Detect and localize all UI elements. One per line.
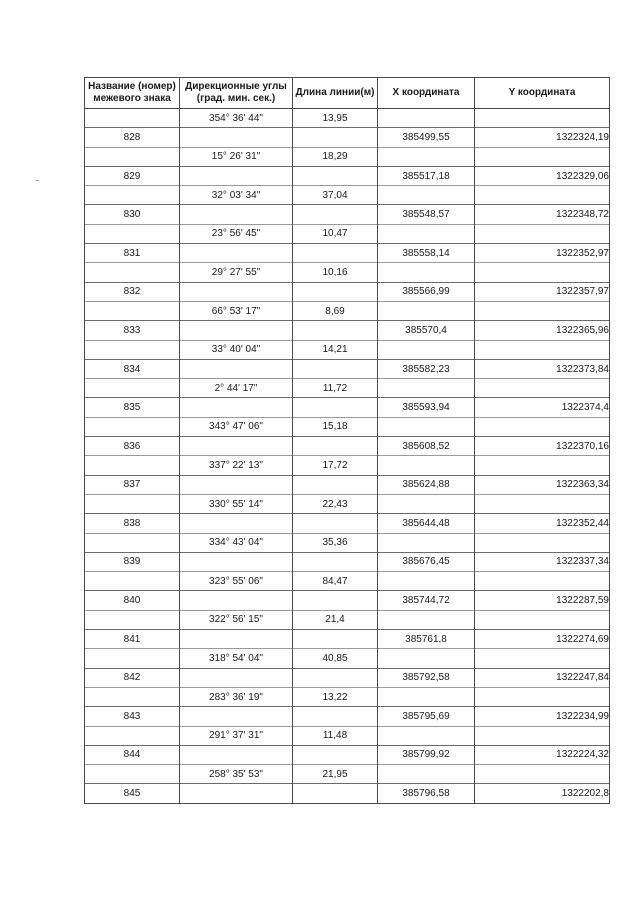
marker-row — [85, 282, 610, 301]
line-length-cell: 14,21 — [293, 340, 378, 359]
marker-name-cell — [85, 186, 180, 205]
marker-name-cell: 829 — [85, 166, 180, 185]
y-coordinate-cell: 1322337,34 — [475, 552, 610, 571]
x-coordinate-cell: 385548,57 — [378, 205, 475, 224]
directional-angle-cell: 330° 55' 14" — [180, 494, 293, 513]
directional-angle-cell — [180, 321, 293, 340]
segment-row — [85, 494, 610, 513]
marker-name-cell: 832 — [85, 282, 180, 301]
segment-row — [85, 456, 610, 475]
marker-name-cell: 841 — [85, 630, 180, 649]
x-coordinate-cell: 385593,94 — [378, 398, 475, 417]
marker-name-cell: 844 — [85, 745, 180, 764]
y-coordinate-cell: 1322352,44 — [475, 514, 610, 533]
marker-name-cell: 843 — [85, 707, 180, 726]
directional-angle-cell: 33° 40' 04" — [180, 340, 293, 359]
x-coordinate-cell: 385624,88 — [378, 475, 475, 494]
marker-name-cell: 840 — [85, 591, 180, 610]
segment-row — [85, 687, 610, 706]
marker-name-cell: 831 — [85, 244, 180, 263]
segment-row — [85, 765, 610, 784]
marker-row — [85, 166, 610, 185]
segment-row — [85, 379, 610, 398]
x-coordinate-cell — [378, 649, 475, 668]
marker-name-cell — [85, 109, 180, 128]
y-coordinate-cell — [475, 301, 610, 320]
directional-angle-cell: 29° 27' 55" — [180, 263, 293, 282]
marker-name-cell: 839 — [85, 552, 180, 571]
marker-row — [85, 128, 610, 147]
marker-name-cell — [85, 301, 180, 320]
marker-name-cell: 833 — [85, 321, 180, 340]
line-length-cell: 13,22 — [293, 687, 378, 706]
x-coordinate-cell — [378, 687, 475, 706]
marker-name-cell — [85, 147, 180, 166]
y-coordinate-cell: 1322224,32 — [475, 745, 610, 764]
x-coordinate-cell: 385517,18 — [378, 166, 475, 185]
marker-name-cell — [85, 340, 180, 359]
line-length-cell — [293, 514, 378, 533]
x-coordinate-cell: 385799,92 — [378, 745, 475, 764]
directional-angle-cell: 354° 36' 44" — [180, 109, 293, 128]
header-marker-name: Название (номер) межевого знака — [85, 78, 180, 109]
y-coordinate-cell — [475, 263, 610, 282]
line-length-cell — [293, 398, 378, 417]
y-coordinate-cell: 1322348,72 — [475, 205, 610, 224]
x-coordinate-cell: 385608,52 — [378, 437, 475, 456]
y-coordinate-cell: 1322370,16 — [475, 437, 610, 456]
directional-angle-cell — [180, 398, 293, 417]
y-coordinate-cell: 1322324,19 — [475, 128, 610, 147]
marker-row — [85, 398, 610, 417]
x-coordinate-cell: 385792,58 — [378, 668, 475, 687]
x-coordinate-cell — [378, 494, 475, 513]
x-coordinate-cell: 385795,69 — [378, 707, 475, 726]
table-body — [85, 109, 610, 804]
line-length-cell: 35,36 — [293, 533, 378, 552]
directional-angle-cell: 283° 36' 19" — [180, 687, 293, 706]
directional-angle-cell — [180, 359, 293, 378]
directional-angle-cell — [180, 244, 293, 263]
y-coordinate-cell: 1322202,8 — [475, 784, 610, 803]
line-length-cell — [293, 321, 378, 340]
directional-angle-cell — [180, 437, 293, 456]
y-coordinate-cell — [475, 417, 610, 436]
directional-angle-cell: 323° 55' 06" — [180, 572, 293, 591]
marker-name-cell — [85, 494, 180, 513]
y-coordinate-cell: 1322365,96 — [475, 321, 610, 340]
directional-angle-cell — [180, 552, 293, 571]
line-length-cell: 22,43 — [293, 494, 378, 513]
directional-angle-cell — [180, 128, 293, 147]
marker-name-cell — [85, 649, 180, 668]
x-coordinate-cell — [378, 147, 475, 166]
stray-scan-mark — [36, 180, 39, 181]
marker-row — [85, 437, 610, 456]
marker-name-cell — [85, 417, 180, 436]
directional-angle-cell — [180, 282, 293, 301]
x-coordinate-cell — [378, 726, 475, 745]
marker-name-cell: 834 — [85, 359, 180, 378]
marker-name-cell — [85, 533, 180, 552]
directional-angle-cell — [180, 205, 293, 224]
directional-angle-cell: 334° 43' 04" — [180, 533, 293, 552]
x-coordinate-cell — [378, 572, 475, 591]
directional-angle-cell: 2° 44' 17" — [180, 379, 293, 398]
y-coordinate-cell — [475, 726, 610, 745]
y-coordinate-cell — [475, 687, 610, 706]
x-coordinate-cell — [378, 765, 475, 784]
marker-row — [85, 784, 610, 803]
x-coordinate-cell: 385566,99 — [378, 282, 475, 301]
x-coordinate-cell — [378, 340, 475, 359]
line-length-cell — [293, 745, 378, 764]
x-coordinate-cell: 385570,4 — [378, 321, 475, 340]
segment-row — [85, 263, 610, 282]
line-length-cell — [293, 784, 378, 803]
marker-row — [85, 591, 610, 610]
y-coordinate-cell: 1322247,84 — [475, 668, 610, 687]
line-length-cell — [293, 282, 378, 301]
segment-row — [85, 301, 610, 320]
line-length-cell: 21,4 — [293, 610, 378, 629]
directional-angle-cell — [180, 707, 293, 726]
marker-name-cell — [85, 379, 180, 398]
line-length-cell — [293, 205, 378, 224]
directional-angle-cell: 343° 47' 06" — [180, 417, 293, 436]
y-coordinate-cell — [475, 610, 610, 629]
marker-name-cell: 836 — [85, 437, 180, 456]
line-length-cell — [293, 707, 378, 726]
directional-angle-cell: 66° 53' 17" — [180, 301, 293, 320]
marker-row — [85, 630, 610, 649]
y-coordinate-cell — [475, 340, 610, 359]
directional-angle-cell — [180, 514, 293, 533]
y-coordinate-cell: 1322363,34 — [475, 475, 610, 494]
marker-row — [85, 745, 610, 764]
directional-angle-cell: 258° 35' 53" — [180, 765, 293, 784]
x-coordinate-cell: 385744,72 — [378, 591, 475, 610]
x-coordinate-cell — [378, 186, 475, 205]
y-coordinate-cell — [475, 186, 610, 205]
segment-row — [85, 726, 610, 745]
directional-angle-cell: 291° 37' 31" — [180, 726, 293, 745]
segment-row — [85, 186, 610, 205]
marker-name-cell: 838 — [85, 514, 180, 533]
marker-name-cell — [85, 687, 180, 706]
line-length-cell — [293, 128, 378, 147]
marker-row — [85, 205, 610, 224]
marker-row — [85, 707, 610, 726]
line-length-cell: 40,85 — [293, 649, 378, 668]
segment-row — [85, 147, 610, 166]
segment-row — [85, 340, 610, 359]
marker-name-cell: 830 — [85, 205, 180, 224]
x-coordinate-cell — [378, 456, 475, 475]
header-directional-angle: Дирекционные углы (град. мин. сек.) — [180, 78, 293, 109]
marker-name-cell — [85, 224, 180, 243]
directional-angle-cell — [180, 668, 293, 687]
y-coordinate-cell: 1322234,99 — [475, 707, 610, 726]
segment-row — [85, 649, 610, 668]
directional-angle-cell: 23° 56' 45" — [180, 224, 293, 243]
x-coordinate-cell — [378, 610, 475, 629]
directional-angle-cell: 318° 54' 04" — [180, 649, 293, 668]
y-coordinate-cell — [475, 494, 610, 513]
line-length-cell: 10,47 — [293, 224, 378, 243]
x-coordinate-cell: 385582,23 — [378, 359, 475, 378]
y-coordinate-cell — [475, 109, 610, 128]
line-length-cell — [293, 668, 378, 687]
table-header-row — [85, 78, 610, 109]
x-coordinate-cell: 385644,48 — [378, 514, 475, 533]
header-line-length: Длина линии(м) — [293, 78, 378, 109]
line-length-cell: 10,16 — [293, 263, 378, 282]
segment-row — [85, 533, 610, 552]
directional-angle-cell: 15° 26' 31" — [180, 147, 293, 166]
y-coordinate-cell: 1322287,59 — [475, 591, 610, 610]
line-length-cell — [293, 630, 378, 649]
segment-row — [85, 572, 610, 591]
y-coordinate-cell: 1322352,97 — [475, 244, 610, 263]
y-coordinate-cell — [475, 649, 610, 668]
x-coordinate-cell — [378, 224, 475, 243]
marker-name-cell — [85, 456, 180, 475]
x-coordinate-cell — [378, 109, 475, 128]
directional-angle-cell — [180, 745, 293, 764]
x-coordinate-cell — [378, 533, 475, 552]
line-length-cell: 37,04 — [293, 186, 378, 205]
marker-name-cell: 842 — [85, 668, 180, 687]
marker-name-cell: 837 — [85, 475, 180, 494]
directional-angle-cell — [180, 630, 293, 649]
boundary-coordinates-table — [84, 77, 610, 804]
marker-name-cell: 828 — [85, 128, 180, 147]
line-length-cell: 11,72 — [293, 379, 378, 398]
marker-row — [85, 514, 610, 533]
directional-angle-cell: 337° 22' 13" — [180, 456, 293, 475]
marker-name-cell — [85, 765, 180, 784]
segment-row — [85, 417, 610, 436]
marker-name-cell — [85, 572, 180, 591]
line-length-cell: 11,48 — [293, 726, 378, 745]
y-coordinate-cell — [475, 765, 610, 784]
header-x-coordinate: X координата — [378, 78, 475, 109]
line-length-cell: 18,29 — [293, 147, 378, 166]
y-coordinate-cell: 1322374,4 — [475, 398, 610, 417]
line-length-cell: 13,95 — [293, 109, 378, 128]
line-length-cell: 21,95 — [293, 765, 378, 784]
y-coordinate-cell — [475, 147, 610, 166]
marker-name-cell: 835 — [85, 398, 180, 417]
x-coordinate-cell: 385761,8 — [378, 630, 475, 649]
marker-row — [85, 321, 610, 340]
line-length-cell — [293, 244, 378, 263]
y-coordinate-cell: 1322357,97 — [475, 282, 610, 301]
line-length-cell: 17,72 — [293, 456, 378, 475]
marker-row — [85, 552, 610, 571]
line-length-cell — [293, 166, 378, 185]
line-length-cell: 8,69 — [293, 301, 378, 320]
marker-row — [85, 244, 610, 263]
y-coordinate-cell — [475, 379, 610, 398]
directional-angle-cell — [180, 475, 293, 494]
line-length-cell — [293, 359, 378, 378]
directional-angle-cell — [180, 166, 293, 185]
x-coordinate-cell: 385499,55 — [378, 128, 475, 147]
line-length-cell: 15,18 — [293, 417, 378, 436]
segment-row — [85, 224, 610, 243]
x-coordinate-cell — [378, 301, 475, 320]
directional-angle-cell — [180, 591, 293, 610]
x-coordinate-cell — [378, 263, 475, 282]
header-y-coordinate: Y координата — [475, 78, 610, 109]
x-coordinate-cell: 385796,58 — [378, 784, 475, 803]
marker-row — [85, 475, 610, 494]
y-coordinate-cell — [475, 224, 610, 243]
x-coordinate-cell — [378, 417, 475, 436]
marker-name-cell — [85, 263, 180, 282]
x-coordinate-cell — [378, 379, 475, 398]
line-length-cell — [293, 437, 378, 456]
segment-row — [85, 610, 610, 629]
line-length-cell — [293, 552, 378, 571]
marker-row — [85, 359, 610, 378]
marker-name-cell — [85, 726, 180, 745]
line-length-cell — [293, 591, 378, 610]
line-length-cell — [293, 475, 378, 494]
line-length-cell: 84,47 — [293, 572, 378, 591]
x-coordinate-cell: 385676,45 — [378, 552, 475, 571]
y-coordinate-cell — [475, 533, 610, 552]
y-coordinate-cell: 1322329,06 — [475, 166, 610, 185]
x-coordinate-cell: 385558,14 — [378, 244, 475, 263]
y-coordinate-cell — [475, 572, 610, 591]
directional-angle-cell: 32° 03' 34" — [180, 186, 293, 205]
directional-angle-cell — [180, 784, 293, 803]
y-coordinate-cell — [475, 456, 610, 475]
marker-name-cell: 845 — [85, 784, 180, 803]
directional-angle-cell: 322° 56' 15" — [180, 610, 293, 629]
marker-name-cell — [85, 610, 180, 629]
segment-row — [85, 109, 610, 128]
y-coordinate-cell: 1322274,69 — [475, 630, 610, 649]
y-coordinate-cell: 1322373,84 — [475, 359, 610, 378]
marker-row — [85, 668, 610, 687]
